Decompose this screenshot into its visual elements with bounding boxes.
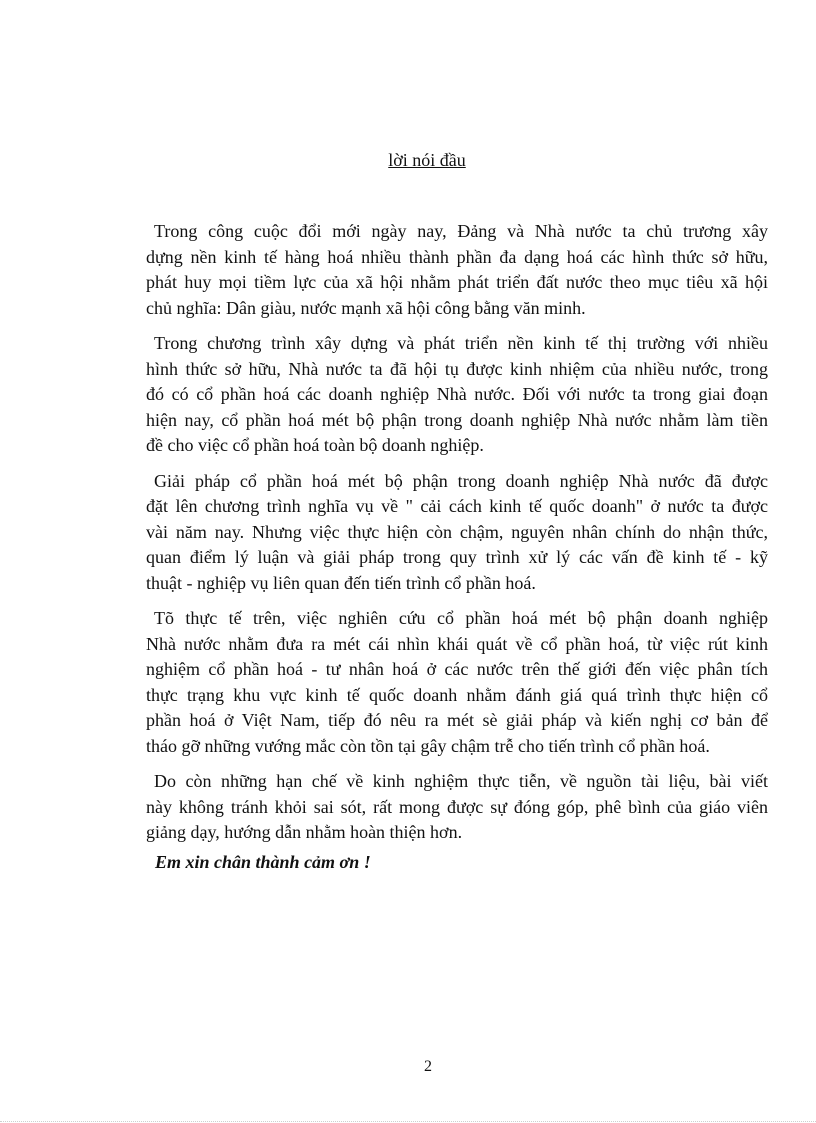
paragraph-line: phần hoá ở Việt Nam, tiếp đó nêu ra mét sè giải pháp và kiến nghị cơ bản để xyxy=(146,710,768,730)
paragraph-line: đề cho việc cổ phần hoá toàn bộ doanh nghiệp. xyxy=(146,435,484,455)
paragraph-line: hiện nay, cổ phần hoá mét bộ phận trong doanh nghiệp Nhà nước nhằm làm tiền xyxy=(146,409,768,430)
paragraph-line: thực trạng khu vực kinh tế quốc doanh nhằm đánh giá quá trình thực hiện cổ xyxy=(146,684,768,705)
paragraph-line: nghiệm cổ phần hoá - tư nhân hoá ở các nước trên thế giới đến việc phân tích xyxy=(146,659,768,679)
paragraph-line: vài năm nay. Nhưng việc thực hiện còn chậm, nguyên nhân chính do nhận thức, xyxy=(146,521,768,542)
paragraph-line: thuật - nghiệp vụ liên quan đến tiến trình cổ phần hoá. xyxy=(146,572,536,593)
paragraph-line: Nhà nước nhằm đưa ra mét cái nhìn khái quát về cổ phần hoá, từ việc rút kinh xyxy=(146,633,768,654)
paragraph-line: này không tránh khỏi sai sót, rất mong được sự đóng góp, phê bình của giáo viên xyxy=(146,796,768,817)
page-bottom-divider xyxy=(0,1121,816,1122)
paragraph-line: Do còn những hạn chế về kinh nghiệm thực tiễn, về nguồn tài liệu, bài viết xyxy=(154,771,768,791)
paragraph-line: Trong công cuộc đổi mới ngày nay, Đảng và Nhà nước ta chủ trương xây xyxy=(154,221,768,241)
paragraph-5 xyxy=(146,769,768,846)
paragraph-line: Trong chương trình xây dựng và phát triển nền kinh tế thị trường với nhiều xyxy=(154,333,768,353)
page-title: lời nói đầu xyxy=(388,150,466,170)
paragraph-4 xyxy=(146,606,768,759)
paragraph-line: chủ nghĩa: Dân giàu, nước mạnh xã hội công bằng văn minh. xyxy=(146,297,586,318)
closing-thanks: Em xin chân thành cảm ơn ! xyxy=(155,852,371,872)
paragraph-line: quan điểm lý luận và giải pháp trong quy trình xử lý các vấn đề kinh tế - kỹ xyxy=(146,547,768,567)
paragraph-line: đặt lên chương trình nghĩa vụ về " cải cách kinh tế quốc doanh" ở nước ta được xyxy=(146,496,768,516)
paragraph-line: tháo gỡ những vướng mắc còn tồn tại gây chậm trễ cho tiến trình cổ phần hoá. xyxy=(146,735,710,756)
paragraph-line: giảng dạy, hướng dẫn nhằm hoàn thiện hơn. xyxy=(146,822,463,842)
paragraph-line: hình thức sở hữu, Nhà nước ta đã hội tụ được kinh nhiệm của nhiều nước, trong xyxy=(146,358,768,379)
paragraph-line: đó có cổ phần hoá các doanh nghiệp Nhà nước. Đối với nước ta trong giai đoạn xyxy=(146,384,768,404)
document-body xyxy=(146,219,768,856)
paragraph-line: Giải pháp cổ phần hoá mét bộ phận trong doanh nghiệp Nhà nước đã được xyxy=(154,470,768,491)
paragraph-line: phát huy mọi tiềm lực của xã hội nhằm phát triển đất nước theo mục tiêu xã hội xyxy=(146,272,768,292)
paragraph-3 xyxy=(146,469,768,597)
page-number: 2 xyxy=(424,1058,432,1075)
paragraph-2 xyxy=(146,331,768,459)
paragraph-line: Tõ thực tế trên, việc nghiên cứu cổ phần hoá mét bộ phận doanh nghiệp xyxy=(154,608,768,628)
paragraph-line: dựng nền kinh tế hàng hoá nhiều thành phần đa dạng hoá các hình thức sở hữu, xyxy=(146,246,768,267)
paragraph-1 xyxy=(146,219,768,321)
